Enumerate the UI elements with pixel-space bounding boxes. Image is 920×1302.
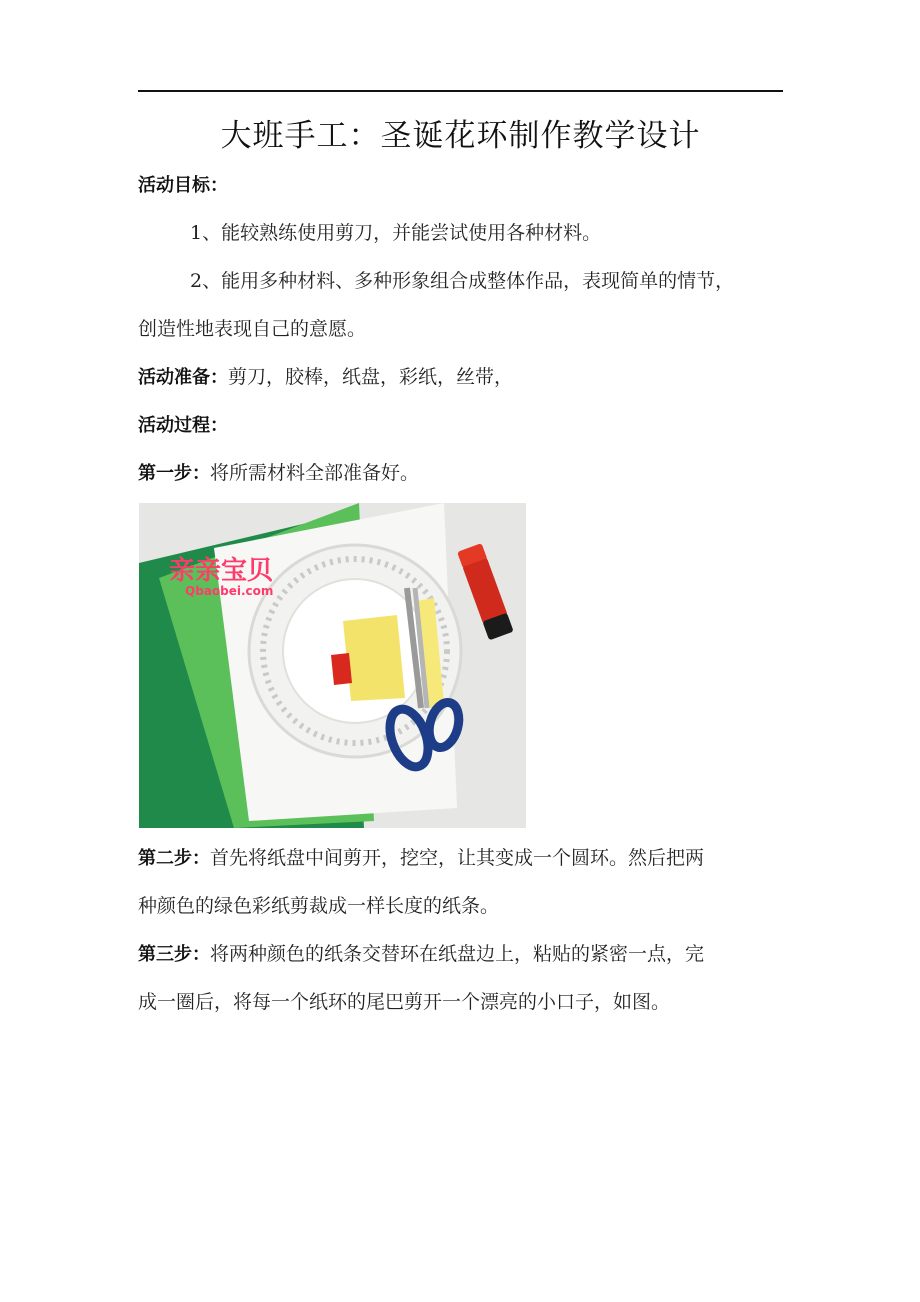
yellow-paper: [343, 615, 405, 701]
watermark-en: Qbaobei.com: [185, 584, 274, 598]
step2-label: 第二步：: [138, 848, 210, 869]
goals-label: 活动目标：: [138, 175, 228, 196]
goal-item-1: 1、能较熟练使用剪刀，并能尝试使用各种材料。: [190, 222, 602, 244]
prep-label: 活动准备：: [138, 367, 228, 388]
materials-photo: [139, 503, 526, 828]
step2-paragraph-line-1: [138, 843, 798, 874]
goal-item-2-line-1: 2、能用多种材料、多种形象组合成整体作品，表现简单的情节，: [190, 270, 735, 292]
step1-paragraph: [138, 458, 798, 489]
step3-paragraph-line-1: [138, 939, 798, 970]
red-square: [331, 653, 352, 685]
goal-item-2-line-2: 创造性地表现自己的意愿。: [138, 318, 367, 340]
top-rule: [138, 90, 783, 92]
process-label: 活动过程：: [138, 415, 228, 436]
process-heading: [138, 410, 798, 441]
watermark-cn: 亲亲宝贝: [169, 556, 274, 586]
goals-heading: [138, 170, 798, 201]
prep-paragraph: [138, 362, 798, 393]
step3-text-1: 将两种颜色的纸条交替环在纸盘边上，粘贴的紧密一点，完: [210, 943, 705, 965]
step1-text: 将所需材料全部准备好。: [210, 462, 420, 484]
step3-label: 第三步：: [138, 944, 210, 965]
step3-paragraph-line-2: 成一圈后，将每一个纸环的尾巴剪开一个漂亮的小口子，如图。: [138, 991, 671, 1013]
step2-text-1: 首先将纸盘中间剪开，挖空，让其变成一个圆环。然后把两: [210, 847, 705, 869]
step1-label: 第一步：: [138, 463, 210, 484]
step2-paragraph-line-2: 种颜色的绿色彩纸剪裁成一样长度的纸条。: [138, 895, 500, 917]
page-title: 大班手工：圣诞花环制作教学设计: [220, 118, 701, 154]
prep-text: 剪刀，胶棒，纸盘，彩纸，丝带，: [228, 366, 514, 388]
